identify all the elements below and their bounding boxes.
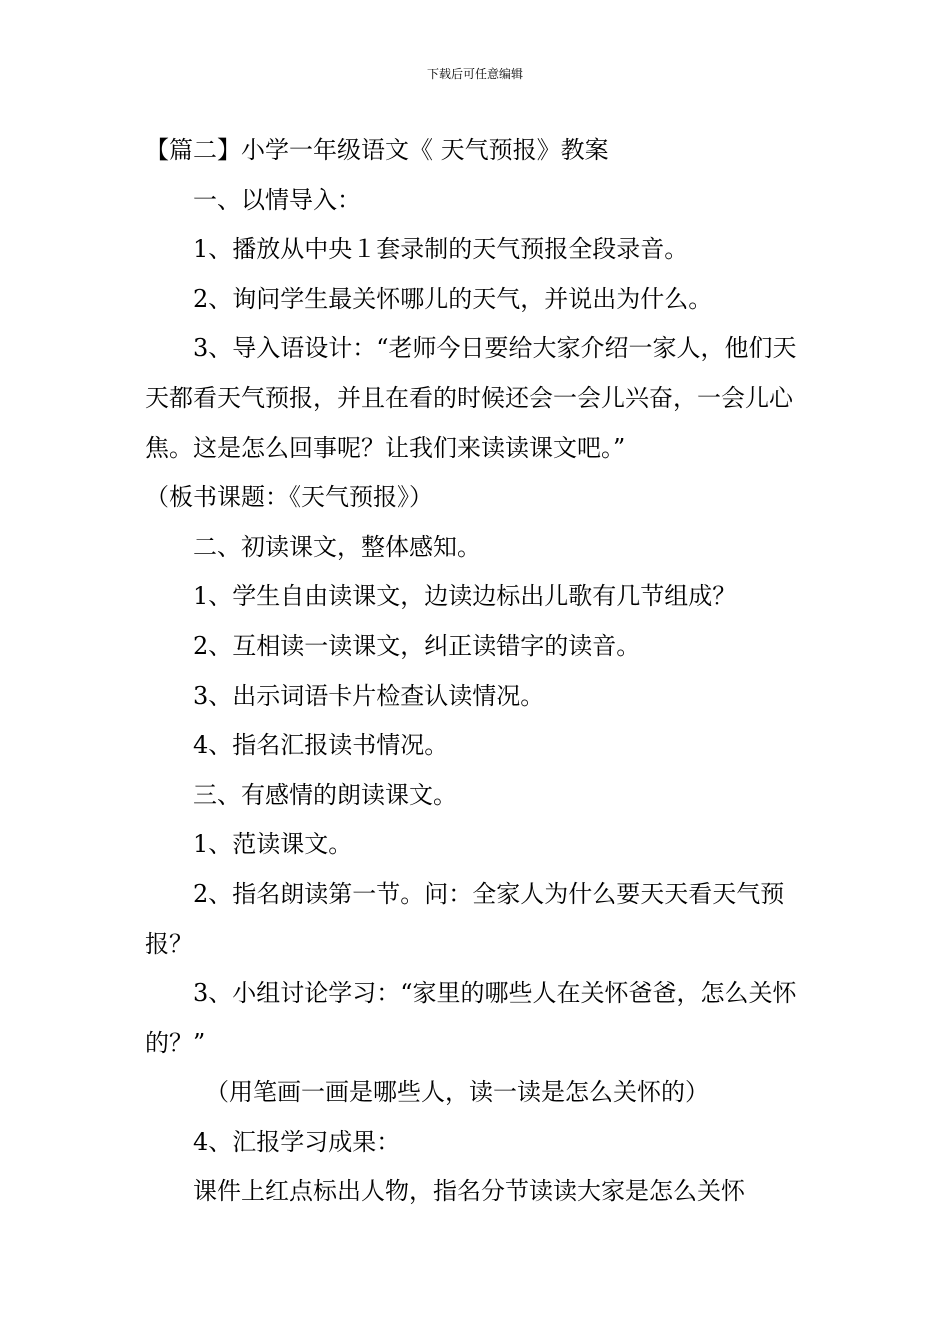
section-heading: 一、以情导入： [193,185,361,214]
paragraph: 4、汇报学习成果： [193,1127,401,1156]
paragraph: 2、询问学生最关怀哪儿的天气，并说出为什么。 [193,284,713,313]
paragraph: 2、互相读一读课文，纠正读错字的读音。 [193,631,641,660]
paragraph: （用笔画一画是哪些人，读一读是怎么关怀的） [205,1078,709,1107]
paragraph: 3、出示词语卡片检查认读情况。 [193,681,545,710]
section-heading: 三、有感情的朗读课文。 [193,780,457,809]
paragraph: 课件上红点标出人物，指名分节读读大家是怎么关怀 [193,1177,745,1206]
document-body [145,126,810,1217]
paragraph: 1、学生自由读课文，边读边标出儿歌有几节组成？ [193,582,737,611]
paragraph: 3、小组讨论学习：“家里的哪些人在关怀爸爸，怎么关怀的？” [145,979,797,1057]
paragraph: 1、播放从中央１套录制的天气预报全段录音。 [193,235,689,264]
paragraph: 2、指名朗读第一节。问：全家人为什么要天天看天气预报？ [145,879,785,958]
paragraph: （板书课题：《天气预报》） [145,483,433,512]
document-title: 【篇二】小学一年级语文《 天气预报》教案 [145,136,609,164]
section-heading: 二、初读课文，整体感知。 [193,532,481,561]
page-header: 下载后可任意编辑 [426,67,523,81]
paragraph: 3、导入语设计：“老师今日要给大家介绍一家人，他们天天都看天气预报，并且在看的时候还会一会儿兴奋，一会儿心焦。这是怎么回事呢？让我们来读读课文吧。” [145,334,797,462]
paragraph: 1、范读课文。 [193,830,353,859]
paragraph: 4、指名汇报读书情况。 [193,731,449,760]
